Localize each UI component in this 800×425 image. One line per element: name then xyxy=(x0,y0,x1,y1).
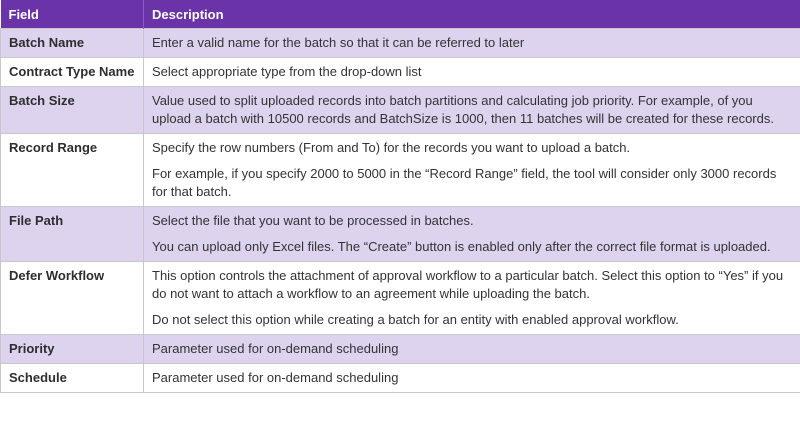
field-name: Priority xyxy=(1,335,144,364)
table-row xyxy=(1,87,800,134)
description-column-header: Description xyxy=(144,0,800,29)
table-row xyxy=(1,134,800,207)
field-name: Batch Name xyxy=(1,29,144,58)
description-text: Do not select this option while creating a batch for an entity with enabled approval workflow. xyxy=(152,312,679,327)
field-description xyxy=(144,364,800,393)
description-text: Select appropriate type from the drop-down list xyxy=(152,64,422,79)
field-description xyxy=(144,87,800,134)
description-text: For example, if you specify 2000 to 5000 in the “Record Range” field, the tool will consider only 3000 records for that batch. xyxy=(152,166,777,199)
table-header-row xyxy=(1,0,800,29)
field-description xyxy=(144,207,800,262)
field-description xyxy=(144,58,800,87)
field-name: Contract Type Name xyxy=(1,58,144,87)
field-name: File Path xyxy=(1,207,144,262)
field-description xyxy=(144,335,800,364)
description-text: Specify the row numbers (From and To) for the records you want to upload a batch. xyxy=(152,140,631,155)
table-row xyxy=(1,29,800,58)
table-row xyxy=(1,207,800,262)
field-name: Schedule xyxy=(1,364,144,393)
field-description xyxy=(144,134,800,207)
field-column-header: Field xyxy=(1,0,144,29)
description-text: This option controls the attachment of approval workflow to a particular batch. Select this option to “Yes” if you do not want to attach a workflow to an agreement while uploading the batch. xyxy=(152,268,784,301)
description-text: Parameter used for on-demand scheduling xyxy=(152,370,399,385)
description-text: Select the file that you want to be processed in batches. xyxy=(152,213,474,228)
field-description xyxy=(144,29,800,58)
description-text: Value used to split uploaded records into batch partitions and calculating job priority. For example, of you upload a batch with 10500 records and BatchSize is 1000, then 11 batches will be created for these records. xyxy=(152,93,774,126)
table-row xyxy=(1,335,800,364)
field-name: Defer Workflow xyxy=(1,262,144,335)
table-row xyxy=(1,364,800,393)
table-row xyxy=(1,58,800,87)
description-text: Parameter used for on-demand scheduling xyxy=(152,341,399,356)
field-name: Batch Size xyxy=(1,87,144,134)
field-description xyxy=(144,262,800,335)
description-text: You can upload only Excel files. The “Create” button is enabled only after the correct file format is uploaded. xyxy=(152,239,771,254)
description-text: Enter a valid name for the batch so that it can be referred to later xyxy=(152,35,525,50)
field-name: Record Range xyxy=(1,134,144,207)
table-row xyxy=(1,262,800,335)
